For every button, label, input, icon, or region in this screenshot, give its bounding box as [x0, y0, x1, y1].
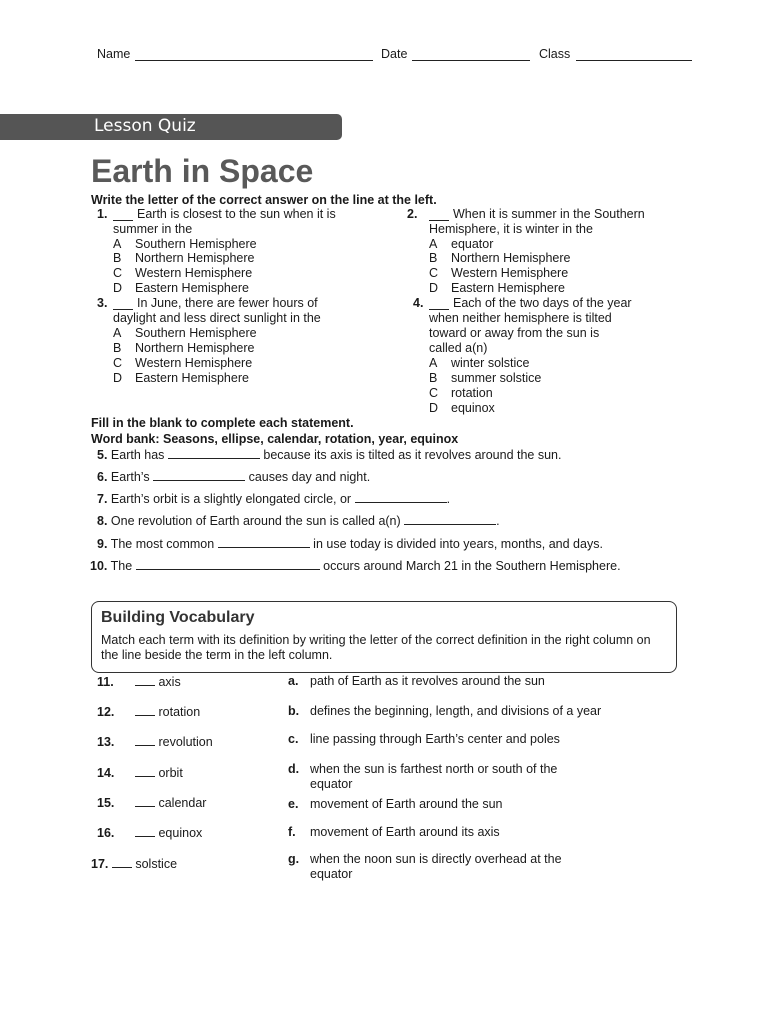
- term-17: 17. solstice: [91, 857, 178, 871]
- date-label: Date: [381, 47, 408, 61]
- word-bank: Word bank: Seasons, ellipse, calendar, rotation, year, equinox: [91, 432, 459, 446]
- definition-c: c. line passing through Earth’s center and poles: [288, 732, 560, 746]
- definition-g-line2: equator: [310, 867, 353, 881]
- term-12: 12. rotation: [97, 705, 201, 719]
- match-blank-15[interactable]: [135, 795, 155, 807]
- answer-blank-3[interactable]: [113, 298, 133, 310]
- fill-item-9: 9. The most common in use today is divided into years, months, and days.: [97, 537, 603, 551]
- fill-item-7: 7. Earth’s orbit is a slightly elongated circle, or .: [97, 492, 451, 506]
- match-blank-16[interactable]: [135, 825, 155, 837]
- fill-blank-10[interactable]: [136, 558, 320, 570]
- fill-blank-5[interactable]: [168, 447, 260, 459]
- vocab-title: Building Vocabulary: [101, 609, 255, 626]
- term-13: 13. revolution: [97, 735, 213, 749]
- part2-instruction: Fill in the blank to complete each statement.: [91, 416, 354, 430]
- definition-d: d. when the sun is farthest north or south of the: [288, 762, 558, 776]
- fill-item-6: 6. Earth’s causes day and night.: [97, 470, 371, 484]
- fill-blank-9[interactable]: [218, 536, 310, 548]
- answer-blank-2[interactable]: [429, 209, 449, 221]
- name-label: Name: [97, 47, 131, 61]
- term-14: 14. orbit: [97, 766, 183, 780]
- match-blank-11[interactable]: [135, 674, 155, 686]
- definition-g: g. when the noon sun is directly overhead at the: [288, 852, 562, 866]
- term-11: 11. axis: [97, 675, 181, 689]
- definition-b: b. defines the beginning, length, and divisions of a year: [288, 704, 602, 718]
- lesson-quiz-banner: [0, 114, 342, 140]
- part1-instruction: Write the letter of the correct answer on the line at the left.: [91, 193, 437, 207]
- fill-item-10: 10. The occurs around March 21 in the Southern Hemisphere.: [90, 559, 621, 573]
- definition-d-line2: equator: [310, 777, 353, 791]
- definition-e: e. movement of Earth around the sun: [288, 797, 503, 811]
- term-16: 16. equinox: [97, 826, 203, 840]
- answer-blank-1[interactable]: [113, 209, 133, 221]
- fill-item-5: 5. Earth has because its axis is tilted as it revolves around the sun.: [97, 448, 562, 462]
- term-15: 15. calendar: [97, 796, 207, 810]
- class-field[interactable]: [576, 60, 692, 61]
- banner-label: Lesson Quiz: [94, 116, 196, 136]
- fill-blank-8[interactable]: [404, 513, 496, 525]
- fill-blank-7[interactable]: [355, 491, 447, 503]
- page-title: Earth in Space: [91, 153, 314, 189]
- class-label: Class: [539, 47, 571, 61]
- fill-blank-6[interactable]: [153, 469, 245, 481]
- match-blank-17[interactable]: [112, 856, 132, 868]
- name-field[interactable]: [135, 60, 373, 61]
- definition-a: a. path of Earth as it revolves around the sun: [288, 674, 545, 688]
- answer-blank-4[interactable]: [429, 298, 449, 310]
- fill-item-8: 8. One revolution of Earth around the sun is called a(n) .: [97, 514, 500, 528]
- vocab-box: [91, 601, 677, 673]
- date-field[interactable]: [412, 60, 530, 61]
- definition-f: f. movement of Earth around its axis: [288, 825, 500, 839]
- vocab-instruction: Match each term with its definition by writing the letter of the correct definition in the right column on the line beside the term in the left column.: [101, 633, 651, 662]
- match-blank-14[interactable]: [135, 765, 155, 777]
- match-blank-12[interactable]: [135, 704, 155, 716]
- match-blank-13[interactable]: [135, 734, 155, 746]
